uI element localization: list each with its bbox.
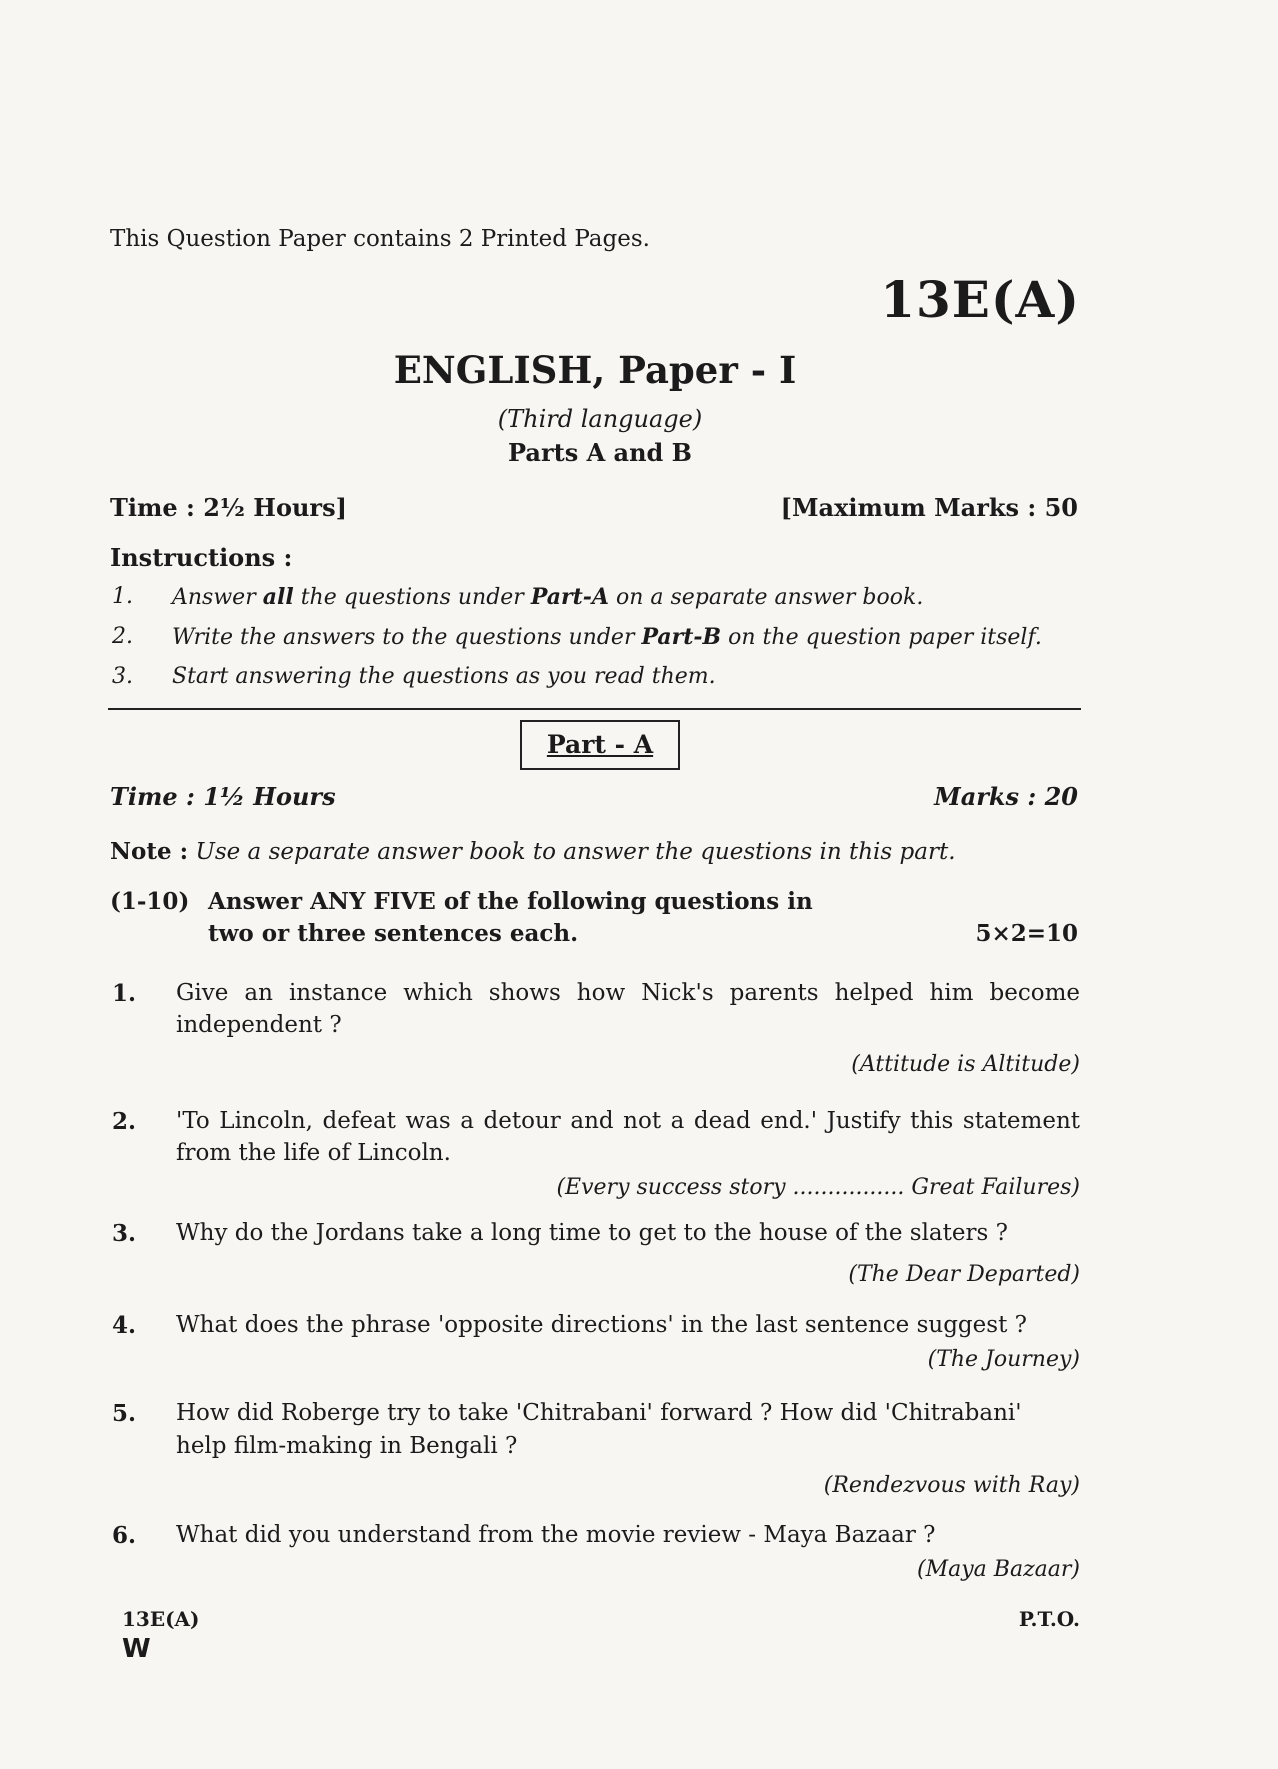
- please-turn-over: P.T.O.: [1018, 1607, 1080, 1631]
- question-text: Give an instance which shows how Nick's parents helped him become: [176, 980, 1080, 1006]
- question-text-cont: help film-making in Bengali ?: [176, 1433, 518, 1459]
- part-a-label: Part - A: [520, 720, 680, 770]
- part-a-note: Note : Use a separate answer book to answer the questions in this part.: [110, 838, 956, 865]
- paper-title: ENGLISH, Paper - I: [393, 348, 797, 392]
- question-number: 3.: [112, 1220, 137, 1247]
- question-text-cont: independent ?: [176, 1012, 342, 1038]
- instruction-number: 1.: [112, 584, 133, 609]
- paper-code: 13E(A): [880, 270, 1080, 329]
- section-marks: 5×2=10: [975, 920, 1078, 947]
- instructions-heading: Instructions :: [110, 543, 293, 572]
- section-number: (1-10): [110, 888, 190, 915]
- question-number: 4.: [112, 1312, 137, 1339]
- question-number: 1.: [112, 980, 137, 1007]
- instruction-item: Write the answers to the questions under Part-B on the question paper itself.: [172, 624, 1042, 650]
- question-source: (Maya Bazaar): [917, 1557, 1080, 1582]
- pages-note: This Question Paper contains 2 Printed Pages.: [110, 226, 650, 252]
- question-number: 6.: [112, 1522, 137, 1549]
- divider-line: [108, 708, 1081, 710]
- section-instruction-line2: two or three sentences each.: [208, 920, 579, 947]
- part-a-time: Time : 1½ Hours: [110, 782, 336, 811]
- question-source: (The Journey): [927, 1347, 1080, 1372]
- instruction-number: 3.: [112, 664, 133, 689]
- question-text-cont: from the life of Lincoln.: [176, 1140, 451, 1166]
- question-source: (Every success story ................ Great Failures): [556, 1175, 1080, 1200]
- question-source: (The Dear Departed): [848, 1262, 1080, 1287]
- footer-mark: W: [122, 1634, 151, 1664]
- question-number: 5.: [112, 1400, 137, 1427]
- question-text: 'To Lincoln, defeat was a detour and not a dead end.' Justify this statement: [176, 1108, 1080, 1134]
- footer-paper-code: 13E(A): [122, 1607, 200, 1631]
- question-source: (Attitude is Altitude): [851, 1052, 1080, 1077]
- question-text: How did Roberge try to take 'Chitrabani' forward ? How did 'Chitrabani': [176, 1400, 1022, 1426]
- instruction-item: Answer all the questions under Part-A on a separate answer book.: [172, 584, 924, 610]
- question-number: 2.: [112, 1108, 137, 1135]
- question-text: What does the phrase 'opposite directions' in the last sentence suggest ?: [176, 1312, 1027, 1338]
- instruction-number: 2.: [112, 624, 133, 649]
- question-source: (Rendezvous with Ray): [823, 1473, 1080, 1498]
- total-time: Time : 2½ Hours]: [110, 493, 347, 522]
- part-a-marks: Marks : 20: [934, 782, 1078, 811]
- instruction-item: Start answering the questions as you read them.: [172, 664, 716, 689]
- question-text: What did you understand from the movie review - Maya Bazaar ?: [176, 1522, 936, 1548]
- paper-parts: Parts A and B: [508, 438, 692, 467]
- paper-subtitle: (Third language): [497, 405, 703, 433]
- question-text: Why do the Jordans take a long time to get to the house of the slaters ?: [176, 1220, 1008, 1246]
- maximum-marks: [Maximum Marks : 50: [780, 493, 1078, 522]
- section-instruction-line1: Answer ANY FIVE of the following questions in: [208, 888, 813, 915]
